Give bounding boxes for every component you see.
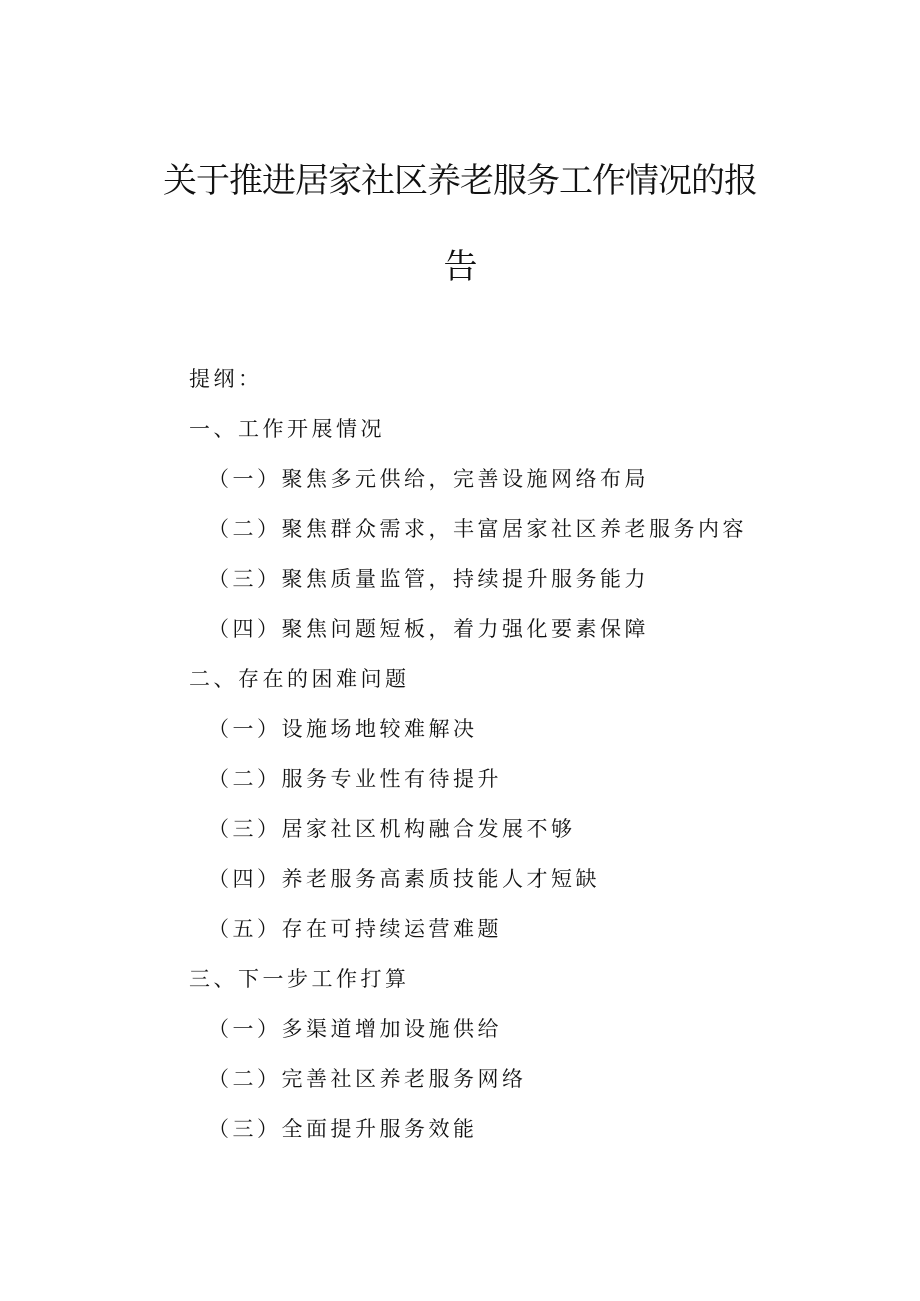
outline-subsection-item: （四）聚焦问题短板，着力强化要素保障	[208, 617, 649, 641]
outline-subsection-item: （五）存在可持续运营难题	[208, 917, 502, 941]
outline-section-heading: 二、存在的困难问题	[189, 667, 410, 691]
outline-subsection-item: （三）居家社区机构融合发展不够	[208, 817, 576, 841]
outline-subsection-item: （三）全面提升服务效能	[208, 1117, 478, 1141]
outline-subsection-item: （一）设施场地较难解决	[208, 717, 478, 741]
outline-subsection-item: （三）聚焦质量监管，持续提升服务能力	[208, 567, 649, 591]
document-title-line-2: 告	[443, 247, 477, 287]
outline-subsection-item: （二）聚焦群众需求，丰富居家社区养老服务内容	[208, 517, 747, 541]
outline-label: 提纲：	[189, 367, 263, 391]
document-title-line-1: 关于推进居家社区养老服务工作情况的报	[163, 161, 757, 201]
outline-subsection-item: （四）养老服务高素质技能人才短缺	[208, 867, 600, 891]
outline-section-heading: 三、下一步工作打算	[189, 967, 410, 991]
outline-subsection-item: （一）聚焦多元供给，完善设施网络布局	[208, 467, 649, 491]
outline-subsection-item: （一）多渠道增加设施供给	[208, 1017, 502, 1041]
outline-section-heading: 一、工作开展情况	[189, 417, 385, 441]
outline-subsection-item: （二）服务专业性有待提升	[208, 767, 502, 791]
outline-subsection-item: （二）完善社区养老服务网络	[208, 1067, 527, 1091]
